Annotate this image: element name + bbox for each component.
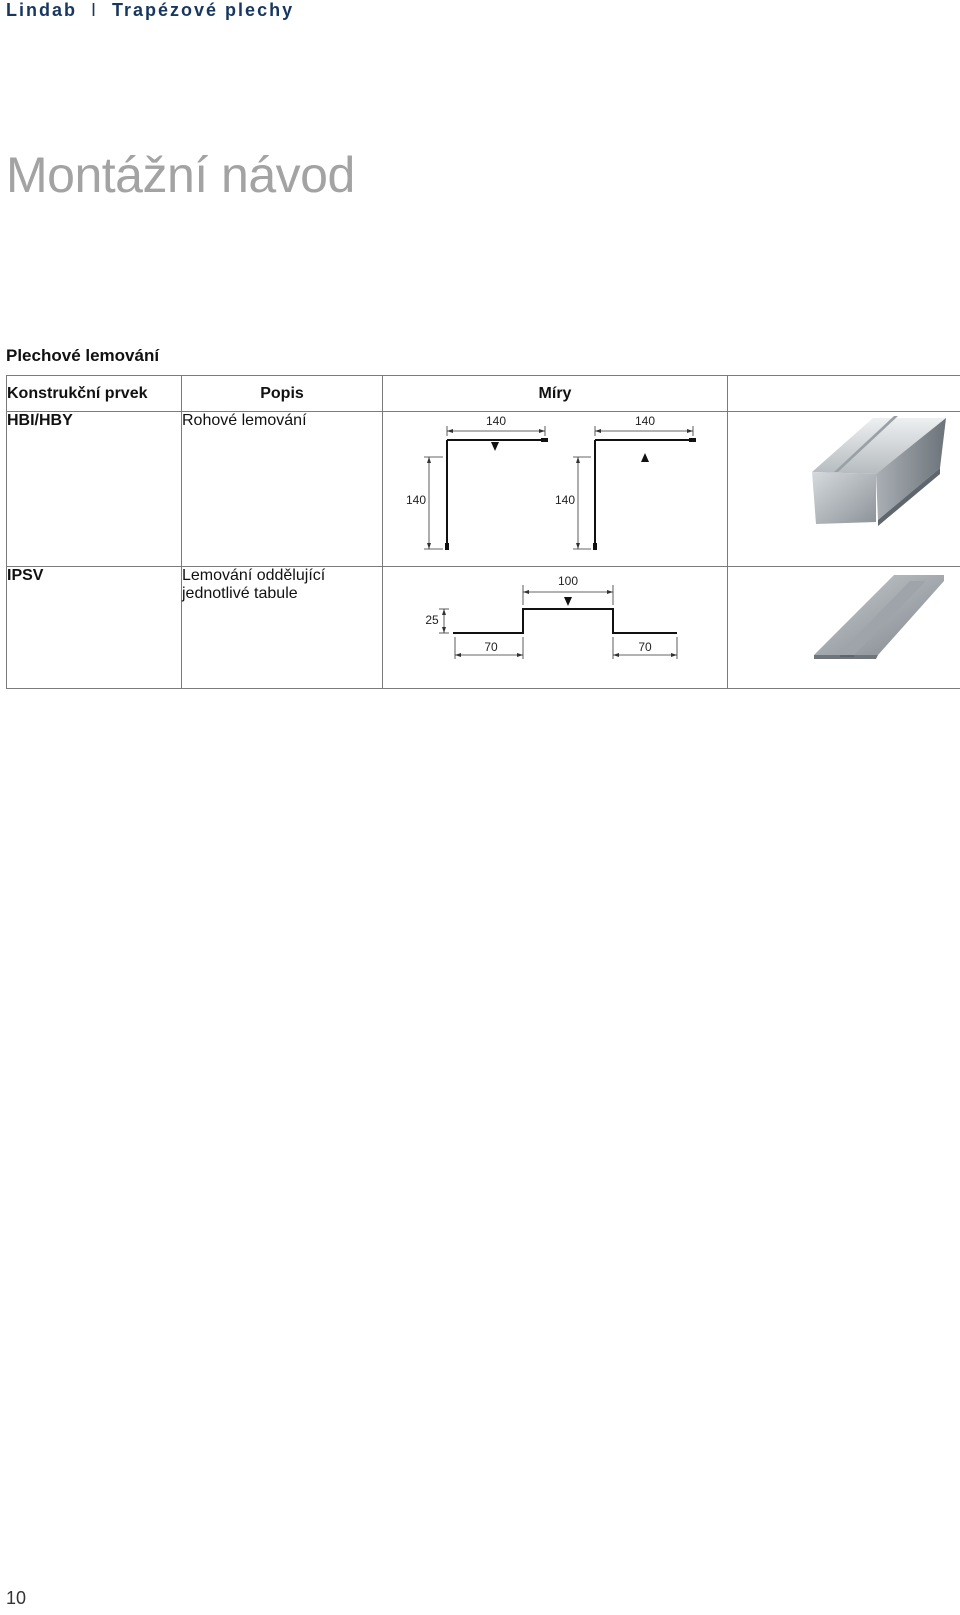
header-separator: I <box>91 0 99 20</box>
separator-flashing-drawing <box>383 567 727 688</box>
dim-side-right: 140 <box>554 493 576 507</box>
corner-flashing-drawing <box>383 412 727 566</box>
page-number: 10 <box>6 1588 27 1608</box>
page-title: Montážní návod <box>6 147 355 203</box>
dim-bottom-right: 70 <box>638 640 652 654</box>
dim-top-right: 140 <box>634 414 656 428</box>
table-row <box>7 412 960 567</box>
dim-height: 25 <box>425 613 439 627</box>
header-brand: Lindab <box>6 0 77 20</box>
flashing-table <box>6 375 960 689</box>
dimension-drawing <box>383 567 728 689</box>
product-photo <box>728 412 960 567</box>
dim-top: 100 <box>557 574 579 588</box>
column-header-element: Konstrukční prvek <box>7 376 182 412</box>
element-description: Rohové lemování <box>182 412 383 567</box>
section-title: Plechové lemování <box>6 346 160 365</box>
product-photo <box>728 567 960 689</box>
running-header <box>6 0 294 21</box>
description-line-2: jednotlivé tabule <box>182 585 298 602</box>
column-header-dimensions: Míry <box>383 376 728 412</box>
element-description <box>182 567 383 689</box>
dim-side-left: 140 <box>405 493 427 507</box>
dim-top-left: 140 <box>485 414 507 428</box>
dim-bottom-left: 70 <box>484 640 498 654</box>
separator-flashing-image <box>728 567 960 688</box>
element-code: HBI/HBY <box>7 412 182 567</box>
dimension-drawing <box>383 412 728 567</box>
element-code: IPSV <box>7 567 182 689</box>
table-header-row <box>7 376 960 412</box>
column-header-description: Popis <box>182 376 383 412</box>
table-row <box>7 567 960 689</box>
description-line-1: Lemování oddělující <box>182 567 326 584</box>
corner-flashing-image <box>728 412 960 566</box>
column-header-photo <box>728 376 960 412</box>
header-product: Trapézové plechy <box>112 0 295 20</box>
